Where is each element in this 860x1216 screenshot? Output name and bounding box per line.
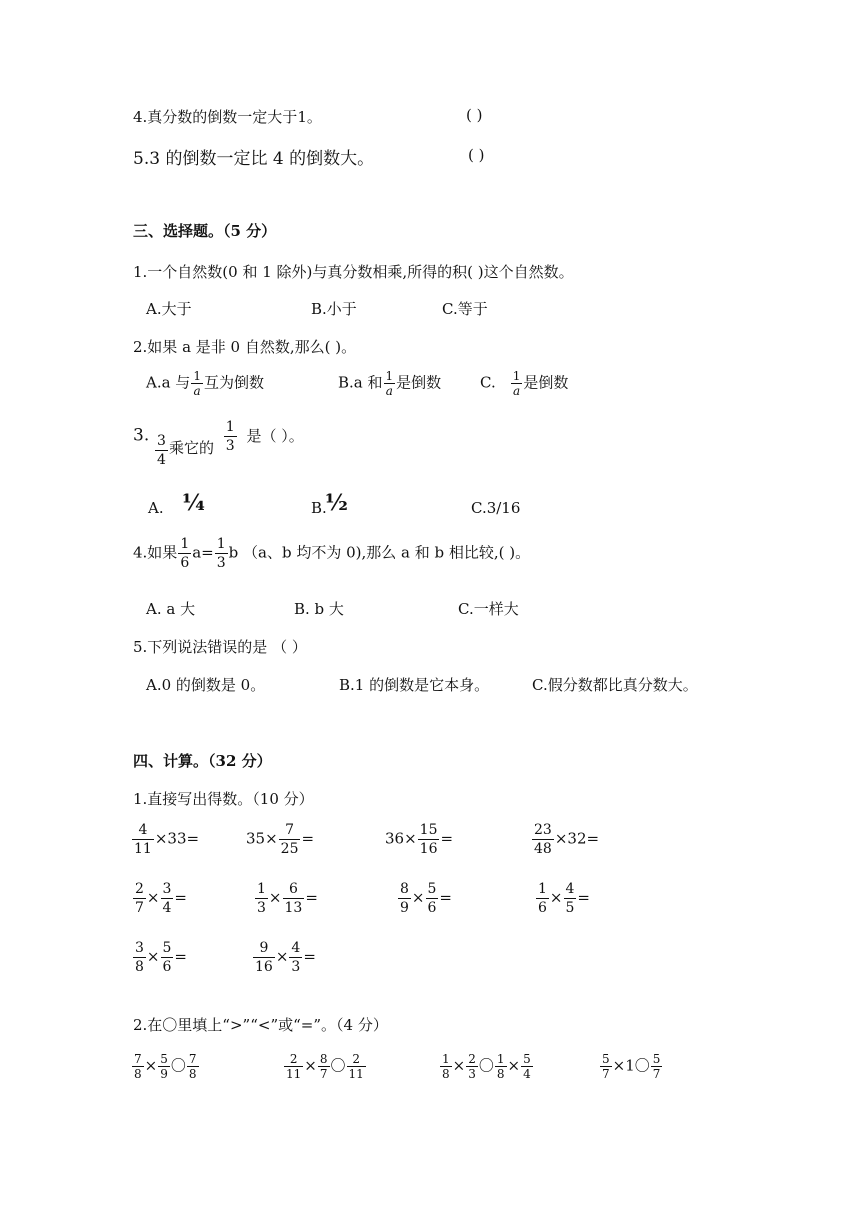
fraction: $\frac{7}{25}$ <box>280 822 299 857</box>
choice-q2-option-c[interactable] <box>480 370 568 397</box>
calc-part1-title: 1.直接写出得数。（10 分） <box>133 790 314 808</box>
fraction-3-4: $\frac{3}{4}$ <box>157 432 166 468</box>
choice-q3-mid: 乘它的 <box>168 438 214 457</box>
choice-q2-option-a[interactable] <box>146 370 264 397</box>
judge-q4-paren[interactable]: ( ) <box>466 106 483 124</box>
choice-q5-option-c[interactable]: C.假分数都比真分数大。 <box>532 676 698 694</box>
choice-q1-text: 1.一个自然数(0 和 1 除外)与真分数相乘,所得的积( )这个自然数。 <box>133 263 574 281</box>
compare-2 <box>283 1053 367 1080</box>
option-b-prefix: B.a 和 <box>338 373 383 392</box>
calc-r1-e2 <box>246 823 314 856</box>
judge-q5-paren[interactable]: ( ) <box>468 146 485 164</box>
compare-3 <box>439 1053 534 1080</box>
times-one: ×1 <box>612 1056 635 1075</box>
choice-q2-text: 2.如果 a 是非 0 自然数,那么( )。 <box>133 338 357 356</box>
option-a-suffix: 互为倒数 <box>203 373 264 392</box>
fraction: $\frac{1}{8}$ <box>496 1052 505 1081</box>
fraction-1-over-a: $\frac{1}{a}$ <box>385 369 394 398</box>
judge-q4-text: 4.真分数的倒数一定大于1。 <box>133 108 322 126</box>
choice-q4-stem <box>133 537 530 570</box>
calc-r1-e4 <box>531 823 599 856</box>
fraction: $\frac{1}{8}$ <box>442 1052 450 1081</box>
choice-q4-prefix: 4.如果 <box>133 543 178 562</box>
choice-q4-option-c[interactable]: C.一样大 <box>458 600 519 618</box>
times-sign: × <box>549 888 563 907</box>
times-sign: × <box>452 1056 466 1075</box>
expr-tail: = <box>301 829 315 848</box>
equals-sign: = <box>174 888 187 907</box>
expr-tail: = <box>440 829 454 848</box>
times-sign: × <box>507 1056 521 1075</box>
judge-q5 <box>133 144 374 169</box>
equals-sign: = <box>305 888 318 907</box>
choice-q3-stem <box>133 420 304 467</box>
expr-tail: ×33= <box>154 829 200 848</box>
fraction: $\frac{2}{7}$ <box>135 881 144 916</box>
fraction: $\frac{8}{9}$ <box>400 881 409 916</box>
calc-part2-title: 2.在〇里填上“>”“<”或“=”。（4 分） <box>133 1016 388 1034</box>
fraction: $\frac{3}{8}$ <box>135 940 144 975</box>
expr-head: 35× <box>246 829 278 848</box>
compare-1 <box>131 1053 200 1080</box>
option-b-suffix: 是倒数 <box>396 373 442 392</box>
compare-circle[interactable]: 〇 <box>330 1056 346 1075</box>
choice-q1-option-a[interactable]: A.大于 <box>146 300 192 318</box>
equals-sign: = <box>174 947 187 966</box>
calc-r3-e1 <box>132 941 187 974</box>
times-sign: × <box>411 888 425 907</box>
calc-r2-e3 <box>397 882 452 915</box>
fraction: $\frac{23}{48}$ <box>534 822 552 857</box>
fraction-1-3: $\frac{1}{3}$ <box>225 419 235 454</box>
option-c-prefix: C. <box>480 373 496 392</box>
times-sign: × <box>275 947 289 966</box>
fraction: $\frac{5}{9}$ <box>160 1052 168 1081</box>
compare-4 <box>599 1053 663 1080</box>
choice-q3-option-a-value[interactable]: ¼ <box>182 490 205 516</box>
calc-r2-e1 <box>132 882 187 915</box>
choice-q5-text: 5.下列说法错误的是 （ ） <box>133 638 307 656</box>
fraction: $\frac{4}{3}$ <box>291 940 301 975</box>
choice-q3-number: 3. <box>133 425 150 446</box>
compare-circle[interactable]: 〇 <box>170 1056 186 1075</box>
fraction-1-over-a: $\frac{1}{a}$ <box>193 369 201 398</box>
fraction: $\frac{5}{7}$ <box>652 1052 661 1081</box>
fraction: $\frac{1}{3}$ <box>257 881 266 916</box>
equals-sign: = <box>439 888 452 907</box>
fraction: $\frac{2}{11}$ <box>286 1052 302 1081</box>
fraction: $\frac{2}{11}$ <box>348 1052 364 1081</box>
choice-q4-option-a[interactable]: A. a 大 <box>146 600 196 618</box>
fraction: $\frac{4}{5}$ <box>565 881 575 916</box>
fraction: $\frac{9}{16}$ <box>255 940 273 975</box>
calc-r2-e4 <box>535 882 590 915</box>
fraction-1-3: $\frac{1}{3}$ <box>216 536 226 571</box>
fraction: $\frac{1}{6}$ <box>538 881 547 916</box>
calc-r2-e2 <box>254 882 318 915</box>
fraction-1-over-a: $\frac{1}{a}$ <box>512 369 521 398</box>
fraction-1-6: $\frac{1}{6}$ <box>180 536 190 571</box>
choice-q4-tail: b （a、b 均不为 0),那么 a 和 b 相比较,( )。 <box>228 543 531 562</box>
choice-q2-option-b[interactable] <box>338 370 441 397</box>
choice-q3-option-a-label[interactable]: A. <box>148 499 164 517</box>
fraction: $\frac{7}{8}$ <box>188 1052 197 1081</box>
fraction: $\frac{4}{11}$ <box>134 822 152 857</box>
fraction: $\frac{7}{8}$ <box>134 1052 142 1081</box>
times-sign: × <box>146 888 160 907</box>
calc-r3-e2 <box>252 941 316 974</box>
choice-q1-option-c[interactable]: C.等于 <box>442 300 488 318</box>
expr-tail: ×32= <box>554 829 600 848</box>
times-sign: × <box>146 947 160 966</box>
fraction: $\frac{8}{7}$ <box>319 1052 328 1081</box>
fraction: $\frac{6}{13}$ <box>284 881 303 916</box>
compare-circle[interactable]: 〇 <box>478 1056 494 1075</box>
judge-q4 <box>133 106 322 127</box>
calc-r1-e3 <box>385 823 453 856</box>
fraction: $\frac{5}{6}$ <box>162 940 172 975</box>
calc-r1-e1 <box>131 823 199 856</box>
times-sign: × <box>304 1056 317 1075</box>
fraction: $\frac{5}{4}$ <box>523 1052 531 1081</box>
times-sign: × <box>144 1056 158 1075</box>
compare-circle[interactable]: 〇 <box>634 1056 650 1075</box>
option-a-prefix: A.a 与 <box>146 373 191 392</box>
fraction: $\frac{15}{16}$ <box>419 822 438 857</box>
choice-q5-option-b[interactable]: B.1 的倒数是它本身。 <box>339 676 490 694</box>
fraction: $\frac{5}{7}$ <box>602 1052 610 1081</box>
choice-q1-option-b[interactable]: B.小于 <box>311 300 357 318</box>
choice-q3-option-c[interactable]: C.3/16 <box>471 499 521 517</box>
choice-q3-option-b-value[interactable]: ½ <box>325 490 348 516</box>
choice-q4-mid: a= <box>192 543 214 562</box>
choice-q5-option-a[interactable]: A.0 的倒数是 0。 <box>146 676 266 694</box>
judge-q5-text: 5.3 的倒数一定比 4 的倒数大。 <box>133 149 375 169</box>
times-sign: × <box>268 888 282 907</box>
expr-head: 36× <box>385 829 417 848</box>
equals-sign: = <box>303 947 316 966</box>
fraction: $\frac{5}{6}$ <box>427 881 437 916</box>
section-3-title: 三、选择题。（5 分） <box>133 222 277 240</box>
fraction: $\frac{2}{3}$ <box>468 1052 476 1081</box>
choice-q3-tail: 是（ ）。 <box>246 426 304 445</box>
section-4-title: 四、计算。（32 分） <box>133 752 272 770</box>
option-c-suffix: 是倒数 <box>523 373 569 392</box>
equals-sign: = <box>577 888 590 907</box>
choice-q3-option-b-label[interactable]: B. <box>311 499 327 517</box>
choice-q4-option-b[interactable]: B. b 大 <box>294 600 344 618</box>
fraction: $\frac{3}{4}$ <box>162 881 172 916</box>
